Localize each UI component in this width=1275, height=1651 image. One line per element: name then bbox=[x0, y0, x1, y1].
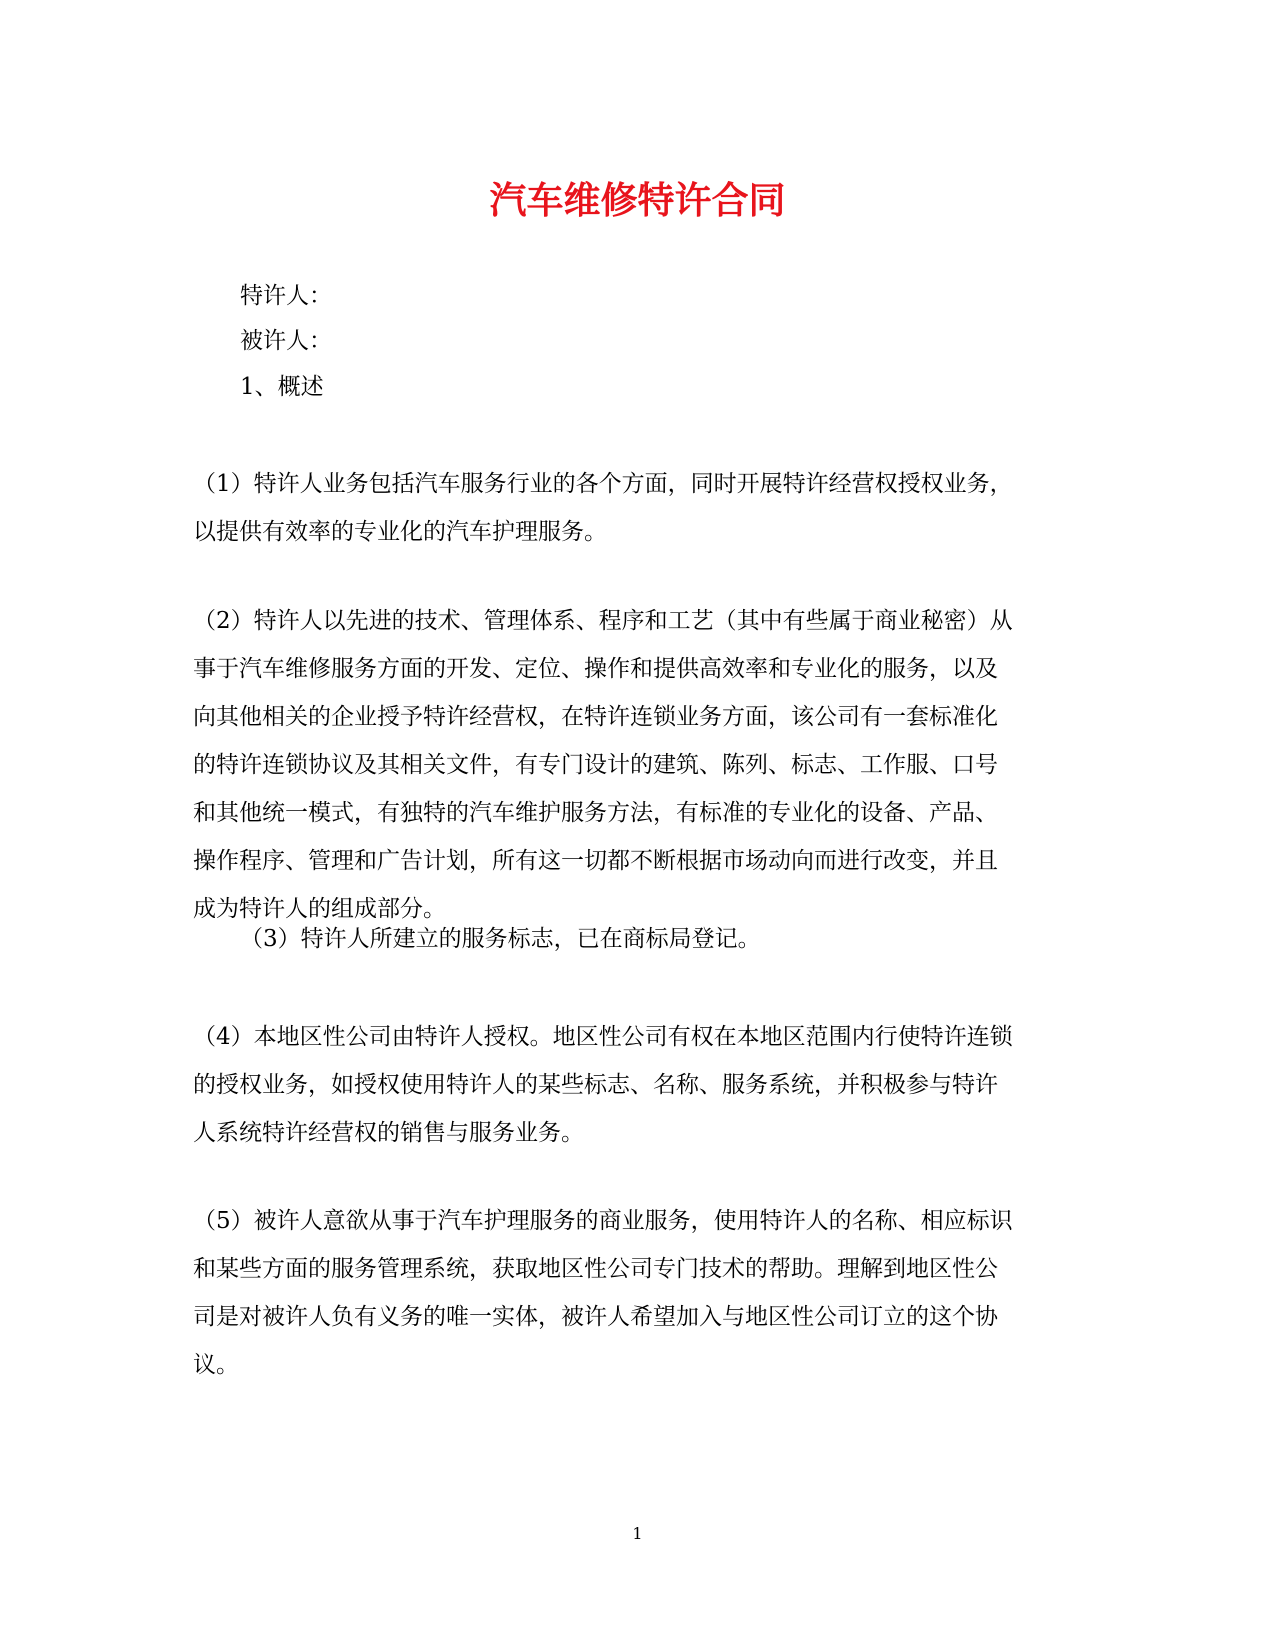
paragraph-line: 操作程序、管理和广告计划，所有这一切都不断根据市场动向而进行改变，并且 bbox=[193, 848, 998, 874]
document-title: 汽车维修特许合同 bbox=[489, 178, 786, 222]
paragraph-line: 成为特许人的组成部分。 bbox=[193, 896, 446, 922]
paragraph-line: 和某些方面的服务管理系统，获取地区性公司专门技术的帮助。理解到地区性公 bbox=[193, 1256, 998, 1282]
paragraph-line: （4）本地区性公司由特许人授权。地区性公司有权在本地区范围内行使特许连锁 bbox=[193, 1024, 1013, 1050]
paragraph-line: 的授权业务，如授权使用特许人的某些标志、名称、服务系统，并积极参与特许 bbox=[193, 1072, 998, 1098]
franchisee-label: 被许人： bbox=[240, 328, 332, 354]
paragraph-line: 司是对被许人负有义务的唯一实体，被许人希望加入与地区性公司订立的这个协 bbox=[193, 1304, 998, 1330]
paragraph-1 bbox=[193, 460, 1083, 556]
paragraph-line: 议。 bbox=[193, 1352, 239, 1378]
page-number: 1 bbox=[632, 1524, 643, 1543]
paragraph-line: （5）被许人意欲从事于汽车护理服务的商业服务，使用特许人的名称、相应标识 bbox=[193, 1208, 1013, 1234]
paragraph-4 bbox=[193, 1013, 1083, 1157]
paragraph-line: （2）特许人以先进的技术、管理体系、程序和工艺（其中有些属于商业秘密）从 bbox=[193, 608, 1013, 634]
paragraph-5 bbox=[193, 1197, 1083, 1389]
section-heading-overview: 1、概述 bbox=[240, 374, 324, 400]
paragraph-2 bbox=[193, 597, 1083, 933]
paragraph-line: 和其他统一模式，有独特的汽车维护服务方法，有标准的专业化的设备、产品、 bbox=[193, 800, 998, 826]
paragraph-line: 以提供有效率的专业化的汽车护理服务。 bbox=[193, 519, 607, 545]
paragraph-3: （3）特许人所建立的服务标志，已在商标局登记。 bbox=[240, 926, 761, 952]
paragraph-line: 人系统特许经营权的销售与服务业务。 bbox=[193, 1120, 584, 1146]
paragraph-line: 事于汽车维修服务方面的开发、定位、操作和提供高效率和专业化的服务，以及 bbox=[193, 656, 998, 682]
franchisor-label: 特许人： bbox=[240, 283, 332, 309]
paragraph-line: 的特许连锁协议及其相关文件，有专门设计的建筑、陈列、标志、工作服、口号 bbox=[193, 752, 998, 778]
paragraph-line: （1）特许人业务包括汽车服务行业的各个方面，同时开展特许经营权授权业务， bbox=[193, 471, 1013, 497]
paragraph-line: 向其他相关的企业授予特许经营权，在特许连锁业务方面，该公司有一套标准化 bbox=[193, 704, 998, 730]
